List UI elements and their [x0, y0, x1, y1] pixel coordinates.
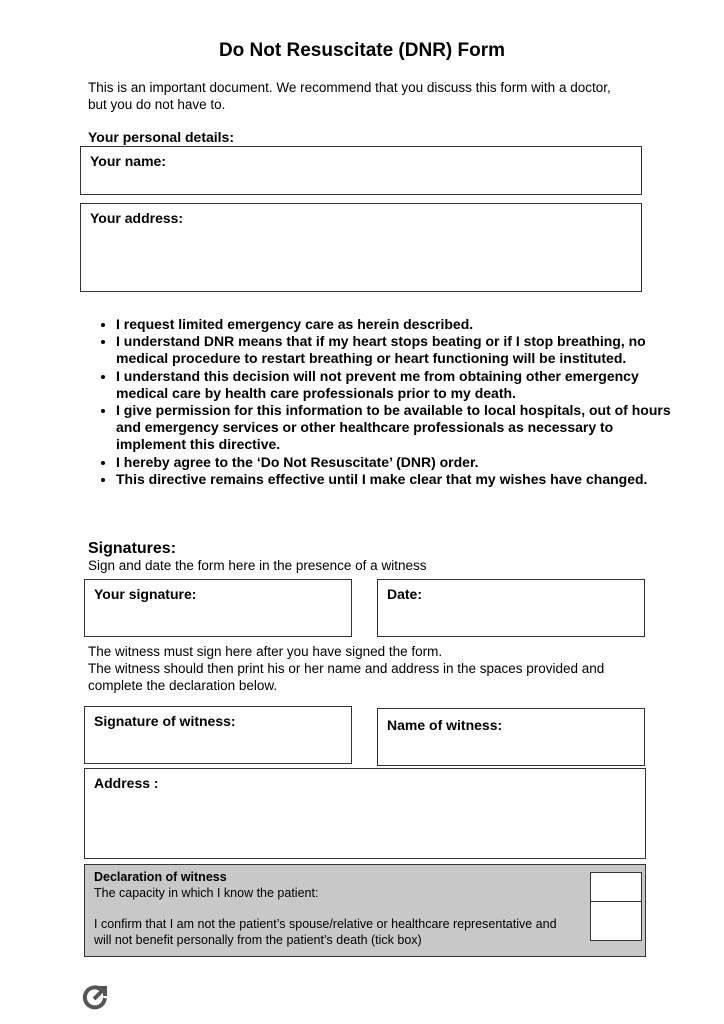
witness-name-label: Name of witness:: [387, 717, 503, 733]
witness-instructions: [88, 643, 648, 694]
statement-item: • I understand DNR means that if my heart stops beating or if I stop breathing, no medical procedure to restart breathing or heart functioning will be instituted.: [116, 333, 676, 367]
declaration-capacity: The capacity in which I know the patient:: [94, 886, 319, 900]
your-signature-label: Your signature:: [94, 586, 197, 602]
date-label: Date:: [387, 586, 423, 602]
statement-item: • I give permission for this information to be available to local hospitals, out of hours and emergency services or other healthcare professionals as necessary to implement this directive.: [116, 402, 676, 454]
personal-details-heading: Your personal details:: [88, 129, 234, 145]
statement-item: • I understand this decision will not prevent me from obtaining other emergency medical care by health care professionals prior to my death.: [116, 368, 676, 402]
capacity-field[interactable]: [590, 872, 642, 902]
signatures-heading: Signatures:: [88, 540, 177, 557]
statement-item: • I hereby agree to the ‘Do Not Resuscitate’ (DNR) order.: [116, 454, 676, 471]
witness-name-field[interactable]: [377, 708, 645, 766]
witness-note-line-2: The witness should then print his or her name and address in the spaces provided and complete the declaration below.: [88, 661, 605, 693]
circular-arrow-logo-icon: [80, 983, 110, 1013]
statement-item: • This directive remains effective until I make clear that my wishes have changed.: [116, 471, 676, 488]
statement-item: • I request limited emergency care as herein described.: [116, 316, 676, 333]
declaration-title: Declaration of witness: [94, 870, 227, 884]
name-field-label: Your name:: [90, 153, 166, 169]
declaration-confirm: I confirm that I am not the patient’s spouse/relative or healthcare representative and will not benefit personally from the patient’s death (tick box): [94, 917, 557, 947]
confirm-tick-box[interactable]: [590, 901, 642, 941]
witness-note-line-1: The witness must sign here after you have signed the form.: [88, 644, 443, 659]
address-field[interactable]: [80, 203, 642, 292]
witness-address-label: Address :: [94, 775, 159, 791]
address-field-label: Your address:: [90, 210, 184, 226]
intro-text: This is an important document. We recommend that you discuss this form with a doctor, but you do not have to.: [88, 80, 611, 112]
signatures-subheading: Sign and date the form here in the presence of a witness: [88, 558, 427, 573]
statement-list: [88, 316, 676, 488]
witness-signature-field[interactable]: [84, 706, 352, 764]
witness-signature-label: Signature of witness:: [94, 713, 236, 729]
name-field[interactable]: [80, 146, 642, 195]
witness-declaration: [84, 864, 646, 957]
page-title: Do Not Resuscitate (DNR) Form: [218, 40, 506, 61]
witness-address-field[interactable]: [84, 768, 646, 859]
date-field[interactable]: [377, 579, 645, 637]
your-signature-field[interactable]: [84, 579, 352, 637]
